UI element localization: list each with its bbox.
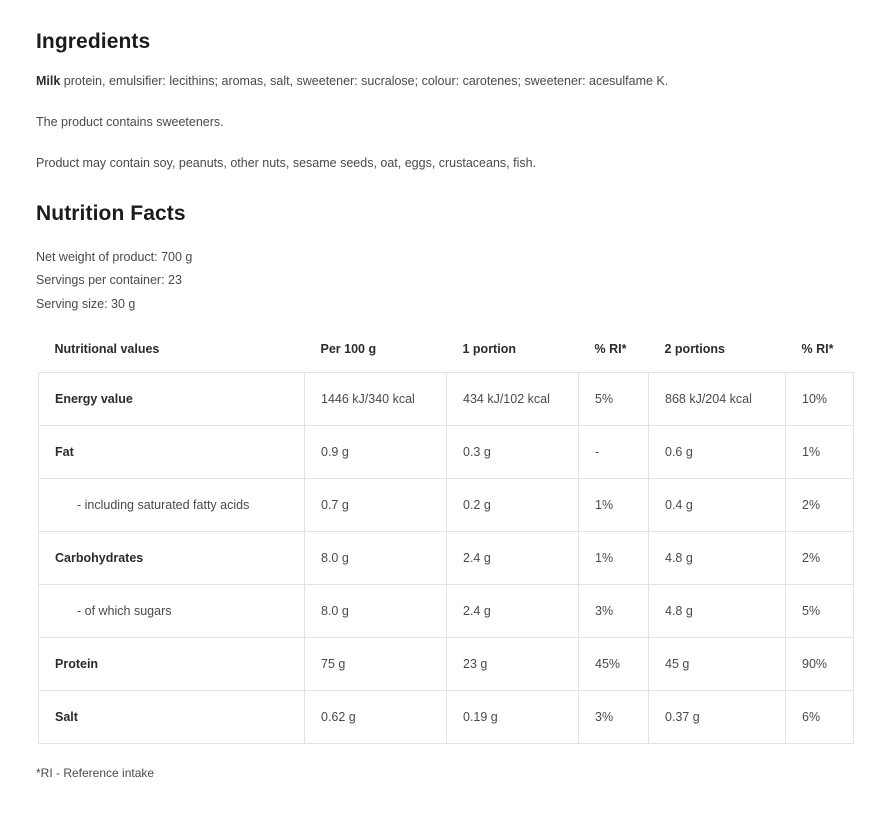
cell-2-portions: 0.4 g xyxy=(649,478,786,531)
cell-per-100g: 0.9 g xyxy=(305,425,447,478)
row-label: Protein xyxy=(39,637,305,690)
cell-2-portions: 4.8 g xyxy=(649,531,786,584)
cell-ri-2: 10% xyxy=(786,372,854,425)
cell-ri-1: 5% xyxy=(579,372,649,425)
cell-1-portion: 0.19 g xyxy=(447,690,579,743)
table-row xyxy=(39,690,854,743)
serving-info xyxy=(36,246,851,315)
cell-1-portion: 2.4 g xyxy=(447,531,579,584)
table-row xyxy=(39,584,854,637)
serving-size: Serving size: 30 g xyxy=(36,296,136,311)
sweetener-note: The product contains sweeteners. xyxy=(36,114,224,129)
column-header-per-100g: Per 100 g xyxy=(305,332,447,373)
cell-1-portion: 0.2 g xyxy=(447,478,579,531)
table-row xyxy=(39,637,854,690)
cell-2-portions: 4.8 g xyxy=(649,584,786,637)
row-label: Fat xyxy=(39,425,305,478)
row-label: - of which sugars xyxy=(39,584,305,637)
row-label: Salt xyxy=(39,690,305,743)
cell-ri-1: 3% xyxy=(579,690,649,743)
ingredients-rest: protein, emulsifier: lecithins; aromas, salt, sweetener: sucralose; colour: carotenes; sweetener: acesulfame K. xyxy=(60,74,669,88)
cell-ri-1: 45% xyxy=(579,637,649,690)
nutrition-table xyxy=(38,332,854,744)
cell-per-100g: 0.62 g xyxy=(305,690,447,743)
cell-2-portions: 0.37 g xyxy=(649,690,786,743)
table-row xyxy=(39,531,854,584)
cell-ri-2: 2% xyxy=(786,531,854,584)
table-row xyxy=(39,425,854,478)
cell-ri-1: - xyxy=(579,425,649,478)
cell-ri-2: 2% xyxy=(786,478,854,531)
column-header-nutritional-values: Nutritional values xyxy=(39,332,305,373)
table-row xyxy=(39,372,854,425)
column-header-ri-1: % RI* xyxy=(579,332,649,373)
row-label: Energy value xyxy=(39,372,305,425)
cell-per-100g: 1446 kJ/340 kcal xyxy=(305,372,447,425)
cell-1-portion: 0.3 g xyxy=(447,425,579,478)
cell-per-100g: 75 g xyxy=(305,637,447,690)
cell-2-portions: 0.6 g xyxy=(649,425,786,478)
cell-ri-1: 1% xyxy=(579,478,649,531)
cell-ri-2: 5% xyxy=(786,584,854,637)
column-header-ri-2: % RI* xyxy=(786,332,854,373)
cell-ri-2: 90% xyxy=(786,637,854,690)
cell-2-portions: 868 kJ/204 kcal xyxy=(649,372,786,425)
cell-2-portions: 45 g xyxy=(649,637,786,690)
cell-ri-1: 1% xyxy=(579,531,649,584)
table-row xyxy=(39,478,854,531)
table-header-row xyxy=(39,332,854,373)
cell-ri-1: 3% xyxy=(579,584,649,637)
ingredients-lead: Milk xyxy=(36,74,61,88)
net-weight: Net weight of product: 700 g xyxy=(36,250,193,265)
cell-per-100g: 8.0 g xyxy=(305,584,447,637)
allergen-note: Product may contain soy, peanuts, other nuts, sesame seeds, oat, eggs, crustaceans, fish. xyxy=(36,155,537,170)
row-label: - including saturated fatty acids xyxy=(39,478,305,531)
cell-ri-2: 6% xyxy=(786,690,854,743)
cell-ri-2: 1% xyxy=(786,425,854,478)
nutrition-facts-heading: Nutrition Facts xyxy=(36,202,186,226)
servings-per-container: Servings per container: 23 xyxy=(36,273,182,288)
column-header-2-portions: 2 portions xyxy=(649,332,786,373)
cell-per-100g: 0.7 g xyxy=(305,478,447,531)
cell-1-portion: 434 kJ/102 kcal xyxy=(447,372,579,425)
cell-per-100g: 8.0 g xyxy=(305,531,447,584)
cell-1-portion: 23 g xyxy=(447,637,579,690)
ingredients-heading: Ingredients xyxy=(36,30,151,53)
row-label: Carbohydrates xyxy=(39,531,305,584)
cell-1-portion: 2.4 g xyxy=(447,584,579,637)
column-header-1-portion: 1 portion xyxy=(447,332,579,373)
reference-intake-footnote: *RI - Reference intake xyxy=(36,765,155,780)
ingredients-list xyxy=(36,72,851,91)
